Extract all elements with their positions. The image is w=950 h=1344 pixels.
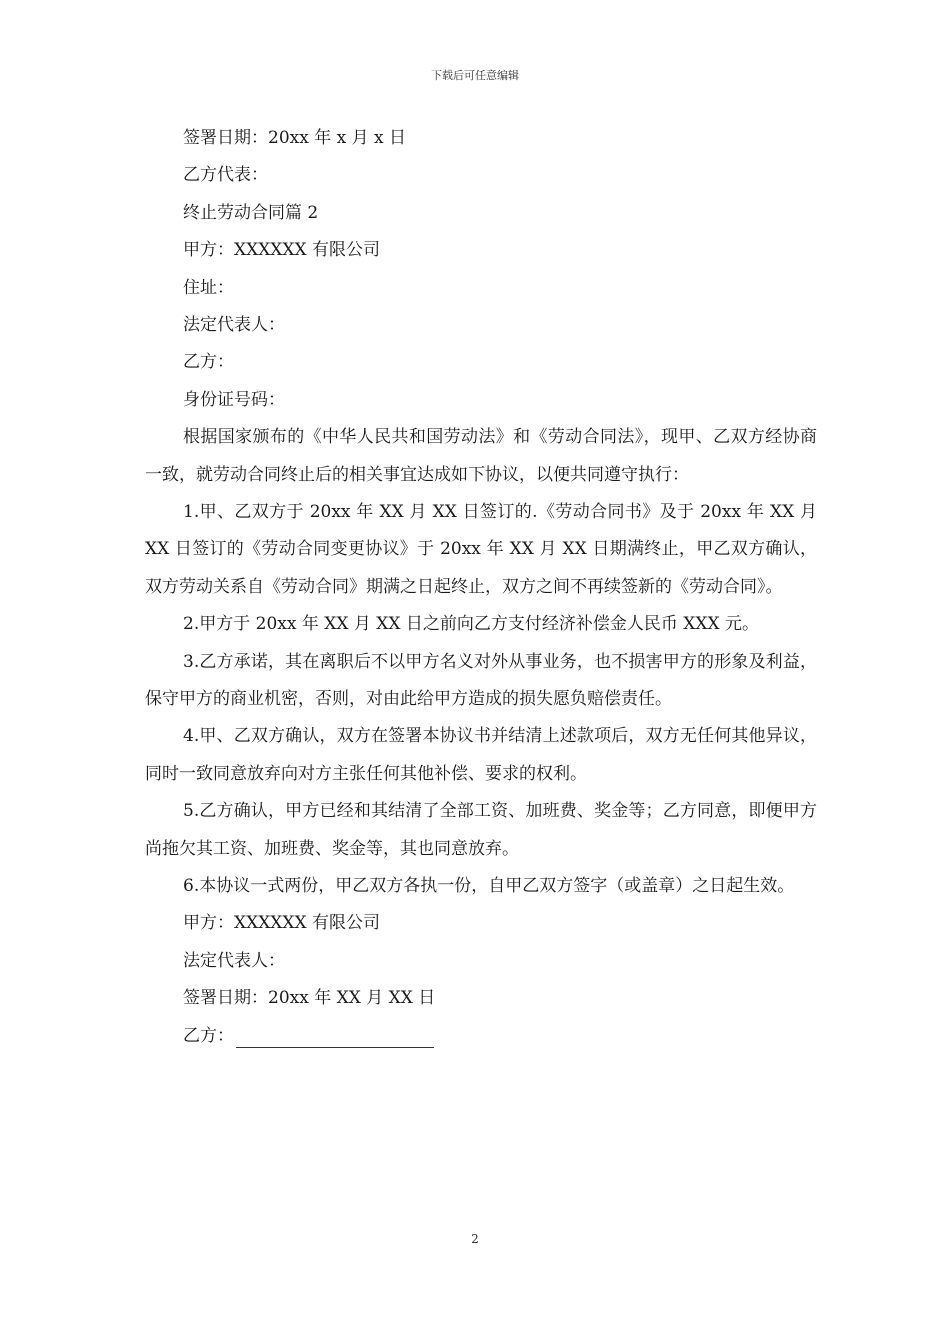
signature-blank-line: [236, 1024, 434, 1048]
clause-4: 4.甲、乙双方确认，双方在签署本协议书并结清上述款项后，双方无任何其他异议，同时一致同意放弃向对方主张任何其他补偿、要求的权利。: [145, 726, 817, 784]
sign-date-line: 签署日期：20xx 年 x 月 x 日: [183, 128, 407, 148]
party-a-line: 甲方：XXXXXX 有限公司: [183, 240, 381, 261]
id-number-line: 身份证号码：: [183, 389, 285, 410]
clause-2: 2.甲方于 20xx 年 XX 月 XX 日之前向乙方支付经济补偿金人民币 XXX 元。: [183, 614, 759, 635]
closing-sign-date-line: 签署日期：20xx 年 XX 月 XX 日: [183, 988, 436, 1009]
closing-party-a-line: 甲方：XXXXXX 有限公司: [183, 913, 381, 934]
section-title: 终止劳动合同篇 2: [183, 202, 319, 223]
clause-1: 1.甲、乙双方于 20xx 年 XX 月 XX 日签订的.《劳动合同书》及于 20xx 年 XX 月 XX 日签订的《劳动合同变更协议》于 20xx 年 XX 月 XX 日期满终止，甲乙双方确认，双方劳动关系自《劳动合同》期满之日起终止，双方之间不再续签新的《劳动合同》。: [145, 501, 817, 597]
clause-6: 6.本协议一式两份，甲乙双方各执一份，自甲乙双方签字（或盖章）之日起生效。: [183, 876, 795, 896]
legal-representative-line: 法定代表人：: [183, 314, 285, 335]
intro-paragraph: 根据国家颁布的《中华人民共和国劳动法》和《劳动合同法》，现甲、乙双方经协商一致，就劳动合同终止后的相关事宜达成如下协议，以便共同遵守执行：: [145, 427, 817, 485]
closing-party-b-row: [145, 1018, 817, 1055]
clause-3: 3.乙方承诺，其在离职后不以甲方名义对外从事业务，也不损害甲方的形象及利益，保守甲方的商业机密，否则，对由此给甲方造成的损失愿负赔偿责任。: [145, 651, 817, 709]
document-body: [145, 120, 817, 1055]
page-header: 下载后可任意编辑: [431, 69, 519, 82]
clause-5: 5.乙方确认，甲方已经和其结清了全部工资、加班费、奖金等；乙方同意，即便甲方尚拖欠其工资、加班费、奖金等，其也同意放弃。: [145, 801, 817, 859]
party-b-line: 乙方：: [183, 352, 234, 373]
address-line: 住址：: [183, 277, 234, 298]
page-number: 2: [471, 1232, 479, 1246]
closing-party-b-label: 乙方：: [183, 1025, 234, 1046]
party-b-representative-line: 乙方代表：: [183, 165, 268, 186]
closing-legal-representative-line: 法定代表人：: [183, 950, 285, 971]
